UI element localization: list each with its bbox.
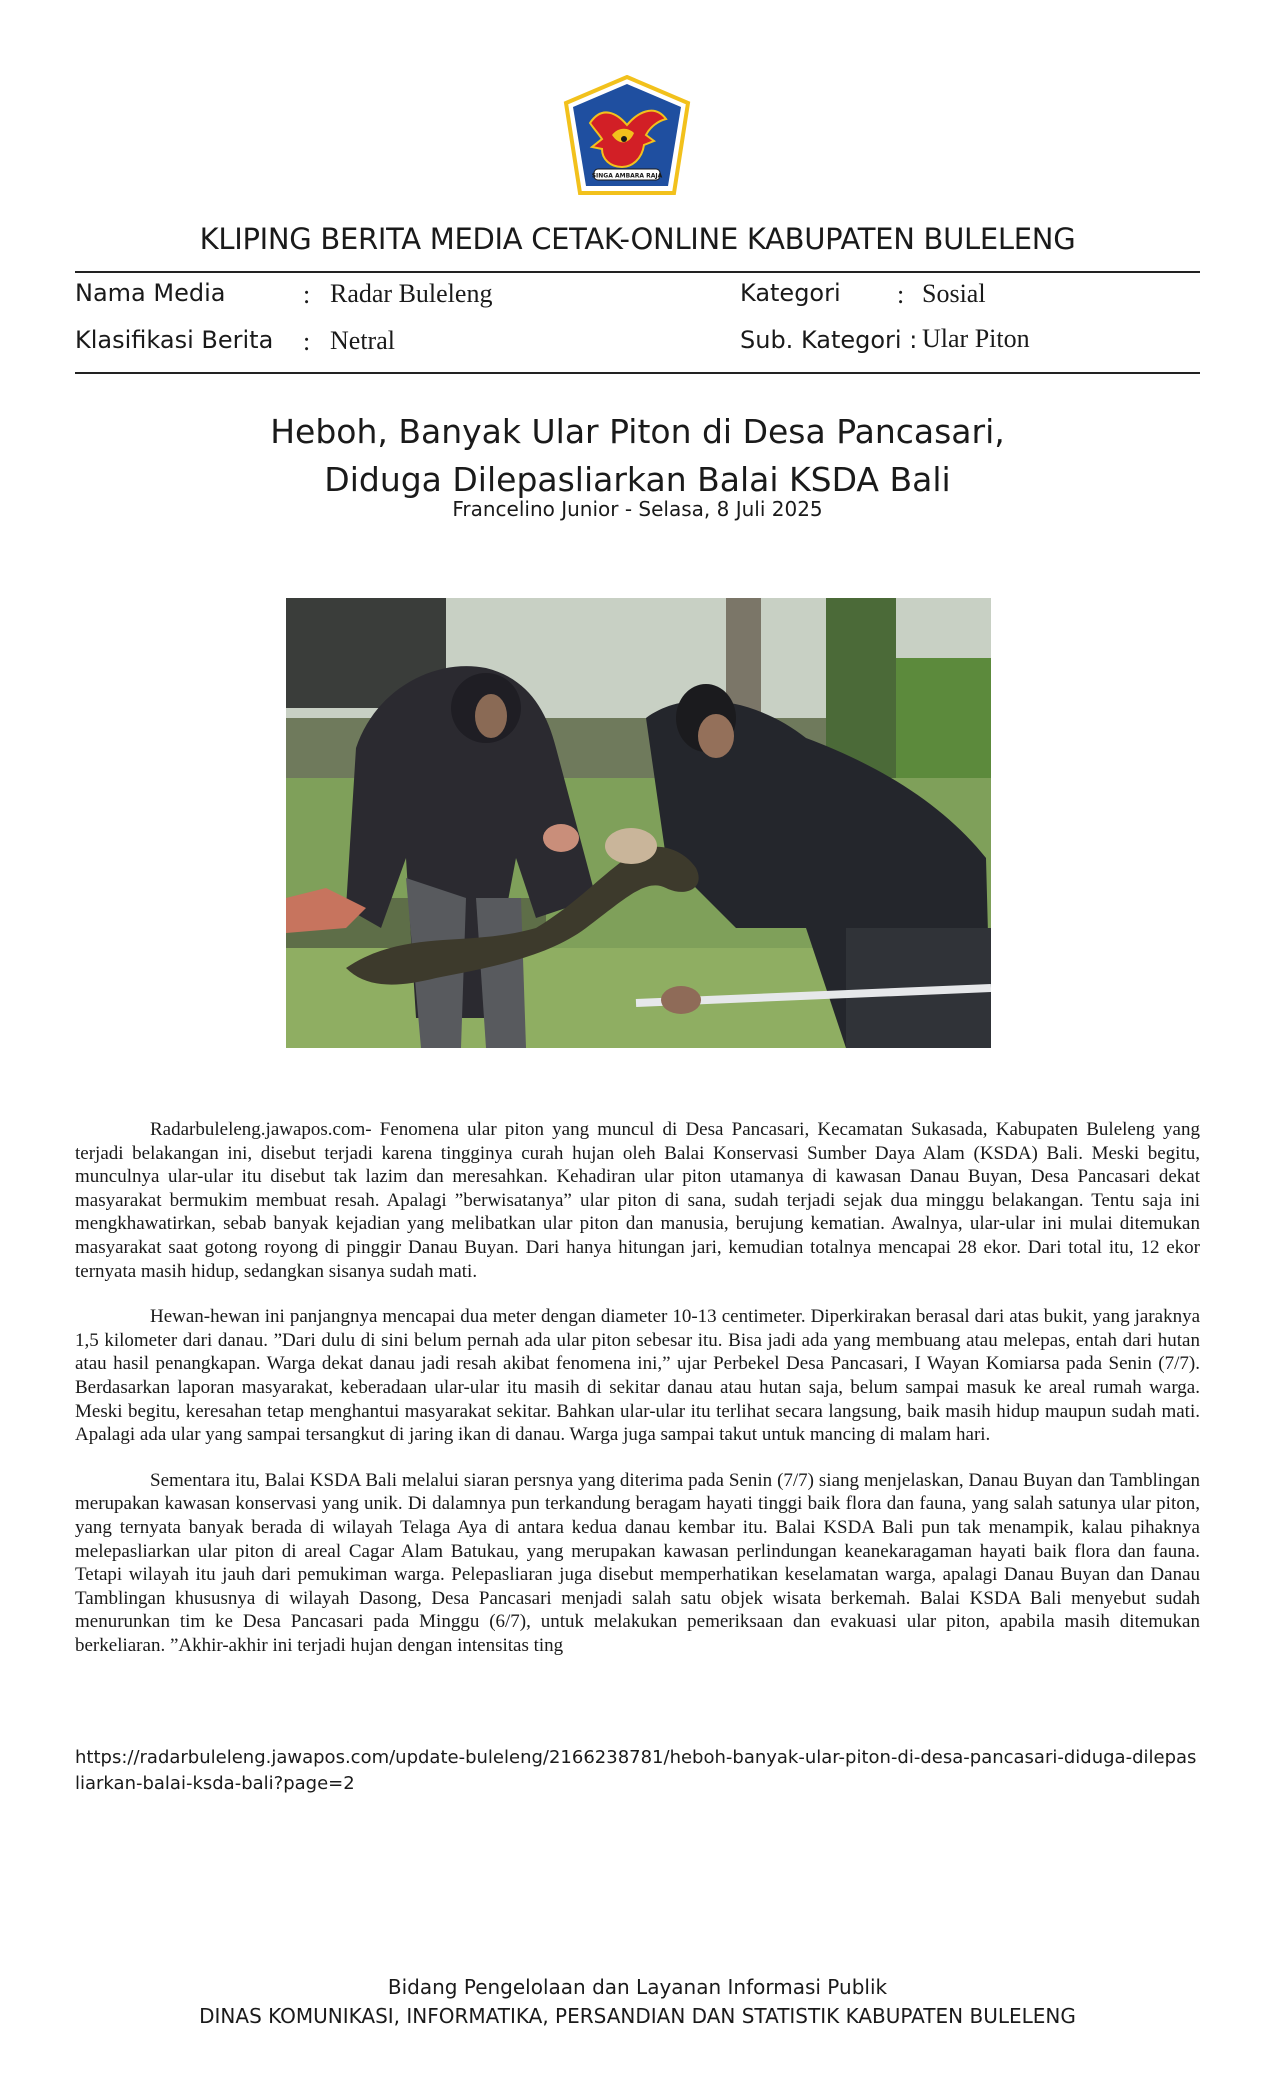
regency-emblem-logo xyxy=(562,75,692,195)
header-rule-top xyxy=(75,271,1200,273)
clipping-header-title: KLIPING BERITA MEDIA CETAK-ONLINE KABUPATEN BULELENG xyxy=(199,222,1076,256)
media-colon: : xyxy=(303,280,311,309)
classification-colon: : xyxy=(303,327,311,356)
header-rule-bottom xyxy=(75,372,1200,374)
article-title-line1: Heboh, Banyak Ular Piton di Desa Pancasari, xyxy=(270,412,1005,451)
article-byline: Francelino Junior - Selasa, 8 Juli 2025 xyxy=(452,497,823,521)
classification-label: Klasifikasi Berita xyxy=(75,326,274,354)
media-label: Nama Media xyxy=(75,279,226,307)
footer-agency: DINAS KOMUNIKASI, INFORMATIKA, PERSANDIAN DAN STATISTIK KABUPATEN BULELENG xyxy=(199,2004,1076,2028)
subcategory-value: Ular Piton xyxy=(922,324,1030,353)
category-value: Sosial xyxy=(922,279,986,308)
classification-value: Netral xyxy=(330,326,395,355)
category-colon: : xyxy=(897,280,905,309)
article-paragraph-3: Sementara itu, Balai KSDA Bali melalui siaran persnya yang diterima pada Senin (7/7) siang menjelaskan, Danau Buyan dan Tamblingan merupakan kawasan konservasi yang unik. Di dalamnya pun terkandung beragam hayati tinggi baik flora dan fauna, yang salah satunya ular piton, yang ternyata banyak berada di wilayah Telaga Aya di antara kedua danau kembar itu. Balai KSDA Bali pun tak menampik, kalau pihaknya melepasliarkan ular piton di areal Cagar Alam Batukau, yang merupakan kawasan perlindungan keanekaragaman hayati baik flora dan fauna. Tetapi wilayah itu jauh dari pemukiman warga. Pelepasliaran juga disebut memperhatikan keselamatan warga, apalagi Danau Buyan dan Danau Tamblingan khususnya di wilayah Dasong, Desa Pancasari menjadi salah satu objek wisata berkemah. Balai KSDA Bali menyebut sudah menurunkan tim ke Desa Pancasari pada Minggu (6/7), untuk melakukan pemeriksaan dan evakuasi ular piton, apabila masih ditemukan berkeliaran. ”Akhir-akhir ini terjadi hujan dengan intensitas ting xyxy=(75,1469,1200,1656)
article-paragraph-1: Radarbuleleng.jawapos.com- Fenomena ular piton yang muncul di Desa Pancasari, Kecamatan Sukasada, Kabupaten Buleleng yang terjadi belakangan ini, disebut terjadi karena tingginya curah hujan oleh Balai Konservasi Sumber Daya Alam (KSDA) Bali. Meski begitu, munculnya ular-ular itu disebut tak lazim dan meresahkan. Kehadiran ular piton utamanya di kawasan Danau Buyan, Desa Pancasari dekat masyarakat bermukim membuat resah. Apalagi ”berwisatanya” ular piton di sana, sudah terjadi sejak dua minggu belakangan. Tentu saja ini mengkhawatirkan, sebab banyak kejadian yang melibatkan ular piton dan manusia, berujung kematian. Awalnya, ular-ular ini mulai ditemukan masyarakat saat gotong royong di pinggir Danau Buyan. Dari hanya hitungan jari, kemudian totalnya mencapai 28 ekor. Dari total itu, 12 ekor ternyata masih hidup, sedangkan sisanya sudah mati. xyxy=(75,1119,1200,1282)
article-body xyxy=(75,1118,1200,1679)
category-label: Kategori xyxy=(740,279,841,307)
subcategory-label: Sub. Kategori : xyxy=(740,326,918,354)
article-title-line2: Diduga Dilepasliarkan Balai KSDA Bali xyxy=(324,460,951,499)
emblem-motto: SINGA AMBARA RAJA xyxy=(591,172,663,180)
media-value: Radar Buleleng xyxy=(330,279,493,308)
footer-division: Bidang Pengelolaan dan Layanan Informasi Publik xyxy=(387,1975,888,1999)
news-photo xyxy=(286,598,991,1048)
source-link[interactable]: https://radarbuleleng.jawapos.com/update-buleleng/2166238781/heboh-banyak-ular-piton-di-desa-pancasari-diduga-dilepasliarkan-balai-ksda-bali?page=2 xyxy=(75,1747,1197,1794)
article-paragraph-2: Hewan-hewan ini panjangnya mencapai dua meter dengan diameter 10-13 centimeter. Diperkirakan berasal dari atas bukit, yang jaraknya 1,5 kilometer dari danau. ”Dari dulu di sini belum pernah ada ular piton sebesar itu. Bisa jadi ada yang membuang atau melepas, entah dari hutan atau hasil penangkapan. Warga dekat danau jadi resah akibat fenomena ini,” ujar Perbekel Desa Pancasari, I Wayan Komiarsa pada Senin (7/7). Berdasarkan laporan masyarakat, keberadaan ular-ular itu masih di sekitar danau atau hutan saja, belum sampai masuk ke areal rumah warga. Meski begitu, keresahan tetap menghantui masyarakat sekitar. Bahkan ular-ular itu terlihat secara langsung, baik masih hidup maupun sudah mati. Apalagi ada ular yang sampai tersangkut di jaring ikan di danau. Warga juga sampai takut untuk mancing di malam hari. xyxy=(75,1306,1200,1446)
article-title xyxy=(0,408,1275,504)
